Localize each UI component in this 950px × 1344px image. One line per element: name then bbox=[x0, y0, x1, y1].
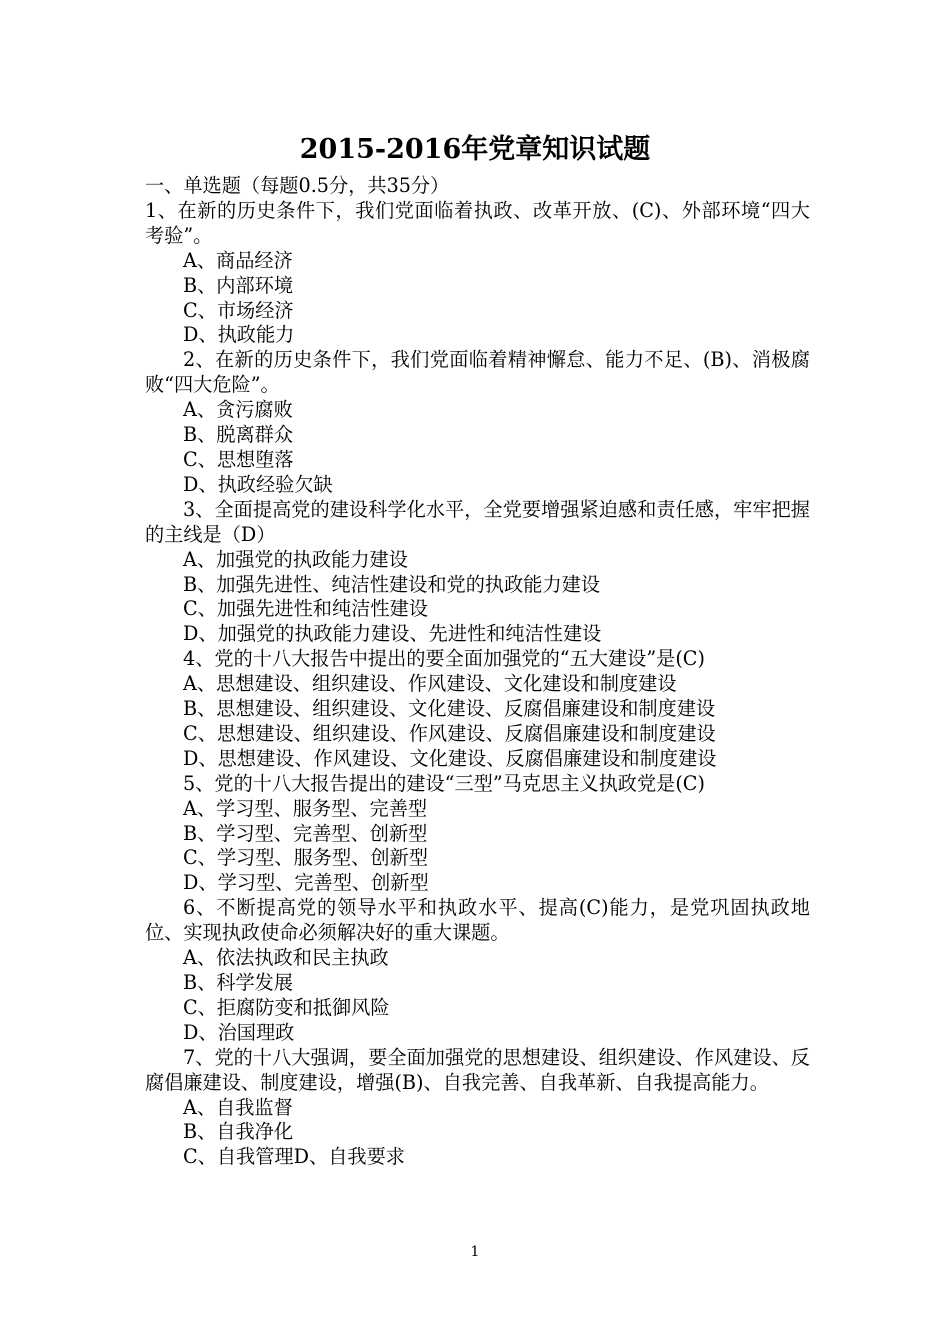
option-q2-b: B、脱离群众 bbox=[183, 423, 294, 447]
option-q3-c: C、加强先进性和纯洁性建设 bbox=[183, 597, 428, 621]
question-6: 6、不断提高党的领导水平和执政水平、提高(C)能力，是党巩固执政地位、实现执政使命必须解决好的重大课题。 bbox=[145, 896, 810, 945]
option-q4-d: D、思想建设、作风建设、文化建设、反腐倡廉建设和制度建设 bbox=[183, 746, 717, 770]
option-q7-b: B、自我净化 bbox=[183, 1120, 294, 1144]
option-q7-c: C、自我管理D、自我要求 bbox=[183, 1145, 405, 1169]
option-q3-d: D、加强党的执政能力建设、先进性和纯洁性建设 bbox=[183, 622, 602, 646]
question-2: 2、在新的历史条件下，我们党面临着精神懈怠、能力不足、(B)、消极腐败“四大危险”。 bbox=[145, 348, 810, 397]
option-q5-c: C、学习型、服务型、创新型 bbox=[183, 846, 428, 870]
option-q4-a: A、思想建设、组织建设、作风建设、文化建设和制度建设 bbox=[183, 672, 677, 696]
option-q5-a: A、学习型、服务型、完善型 bbox=[183, 796, 428, 820]
option-q4-b: B、思想建设、组织建设、文化建设、反腐倡廉建设和制度建设 bbox=[183, 697, 716, 721]
option-q6-b: B、科学发展 bbox=[183, 971, 294, 994]
question-4: 4、党的十八大报告中提出的要全面加强党的“五大建设”是(C) bbox=[183, 647, 705, 671]
option-q1-a: A、商品经济 bbox=[183, 248, 293, 272]
section-header: 一、单选题（每题0.5分，共35分） bbox=[145, 174, 450, 197]
option-q1-c: C、市场经济 bbox=[183, 298, 294, 322]
option-q4-c: C、思想建设、组织建设、作风建设、反腐倡廉建设和制度建设 bbox=[183, 721, 716, 745]
question-5: 5、党的十八大报告提出的建设“三型”马克思主义执政党是(C) bbox=[183, 771, 705, 795]
page-title: 2015-2016年党章知识试题 bbox=[299, 134, 651, 165]
option-q5-d: D、学习型、完善型、创新型 bbox=[183, 871, 429, 895]
option-q6-a: A、依法执政和民主执政 bbox=[183, 946, 389, 970]
option-q2-d: D、执政经验欠缺 bbox=[183, 472, 333, 496]
option-q2-c: C、思想堕落 bbox=[183, 447, 294, 471]
option-q6-d: D、治国理政 bbox=[183, 1020, 295, 1044]
document-body bbox=[145, 174, 810, 1170]
option-q1-d: D、执政能力 bbox=[183, 323, 295, 347]
option-q7-a: A、自我监督 bbox=[183, 1095, 293, 1119]
question-3: 3、全面提高党的建设科学化水平，全党要增强紧迫感和责任感，牢牢把握的主线是（D） bbox=[145, 497, 810, 546]
question-7: 7、党的十八大强调，要全面加强党的思想建设、组织建设、作风建设、反腐倡廉建设、制度建设，增强(B)、自我完善、自我革新、自我提高能力。 bbox=[145, 1045, 810, 1094]
page-number: 1 bbox=[470, 1244, 480, 1260]
option-q2-a: A、贪污腐败 bbox=[183, 398, 293, 422]
option-q3-b: B、加强先进性、纯洁性建设和党的执政能力建设 bbox=[183, 572, 601, 596]
option-q6-c: C、拒腐防变和抵御风险 bbox=[183, 995, 390, 1019]
option-q1-b: B、内部环境 bbox=[183, 273, 294, 297]
option-q5-b: B、学习型、完善型、创新型 bbox=[183, 821, 428, 845]
question-1: 1、在新的历史条件下，我们党面临着执政、改革开放、(C)、外部环境“四大考验”。 bbox=[145, 198, 810, 247]
option-q3-a: A、加强党的执政能力建设 bbox=[183, 547, 408, 571]
